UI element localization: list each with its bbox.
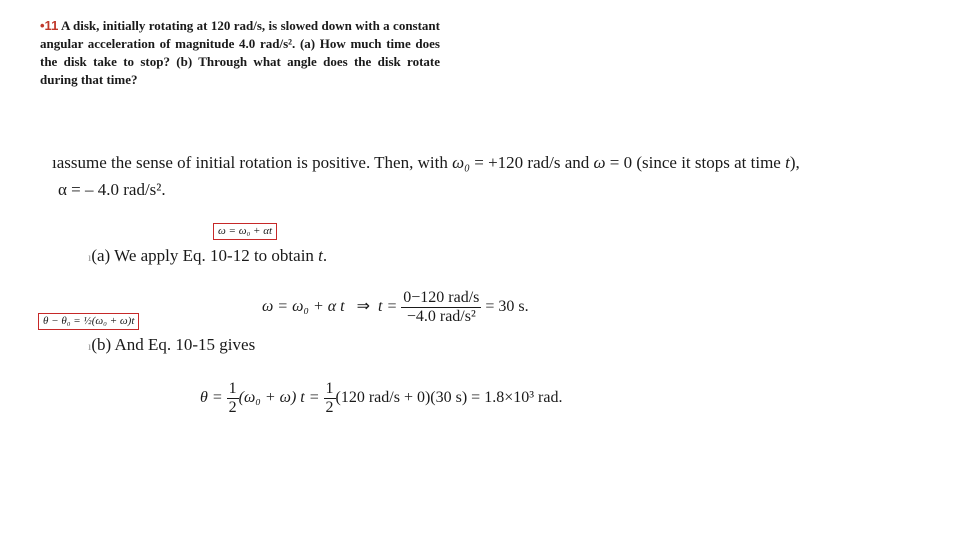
boxed-angle-equation (38, 313, 139, 330)
assumption-text-c: = 0 (since it stops at time (605, 153, 786, 172)
assumption-line-2: α = – 4.0 rad/s². (58, 180, 166, 199)
angle-middle: (ω₀ + ω) t = (238, 389, 320, 407)
time-numerator: 0−120 rad/s (403, 289, 480, 306)
angle-eq-lhs: θ − θ₀ = (43, 315, 84, 327)
time-denominator: −4.0 rad/s² (406, 308, 476, 325)
assumption-text-b: = +120 rad/s and (470, 153, 594, 172)
half-2-denominator: 2 (325, 399, 334, 416)
half-1-denominator: 2 (228, 399, 237, 416)
angle-eq-rhs: (ω₀ + ω)t (91, 315, 135, 327)
problem-number: •11 (40, 18, 59, 33)
half-fraction-2 (324, 380, 336, 417)
half-1-numerator: 1 (228, 380, 237, 397)
implies-arrow: ⇒ (356, 298, 370, 316)
time-lhs: t = (378, 298, 398, 316)
time-equation (262, 289, 529, 326)
angle-result: (120 rad/s + 0)(30 s) = 1.8×10³ rad. (335, 389, 563, 407)
problem-statement (40, 17, 440, 89)
part-b-heading (88, 335, 255, 355)
part-b-marker: ı (88, 339, 92, 353)
problem-text: A disk, initially rotating at 120 rad/s, is slowed down with a constant angular acceleration of magnitude 4.0 rad/s². (a) How much time does the disk take to stop? (b) Through what angle does the disk rotate during that time? (40, 18, 440, 87)
part-b-text: (b) And Eq. 10-15 gives (91, 335, 256, 354)
part-a-marker: ı (88, 250, 92, 264)
time-symbol: t (785, 153, 790, 172)
part-a-text: (a) We apply Eq. 10-12 to obtain (91, 246, 319, 265)
part-a-end: . (322, 246, 328, 265)
velocity-relation: ω = ω₀ + α t (262, 298, 345, 316)
boxed-velocity-equation: ω = ω₀ + αt (213, 223, 277, 240)
time-fraction (401, 289, 481, 326)
angle-equation (200, 380, 562, 417)
angle-eq-half: ½ (83, 315, 92, 327)
assumption-line-1 (52, 153, 800, 173)
omega-zero-symbol: ω₀ (452, 153, 470, 172)
assumption-text-a: ıassume the sense of initial rotation is positive. Then, with (52, 153, 453, 172)
assumption-text-d: ), (789, 153, 800, 172)
angle-lhs: θ = (200, 389, 223, 407)
omega-symbol: ω (593, 153, 606, 172)
half-fraction-1 (227, 380, 239, 417)
part-a-heading (88, 246, 327, 266)
time-result: = 30 s. (485, 298, 529, 316)
part-a-variable: t (318, 246, 323, 265)
half-2-numerator: 1 (325, 380, 334, 397)
